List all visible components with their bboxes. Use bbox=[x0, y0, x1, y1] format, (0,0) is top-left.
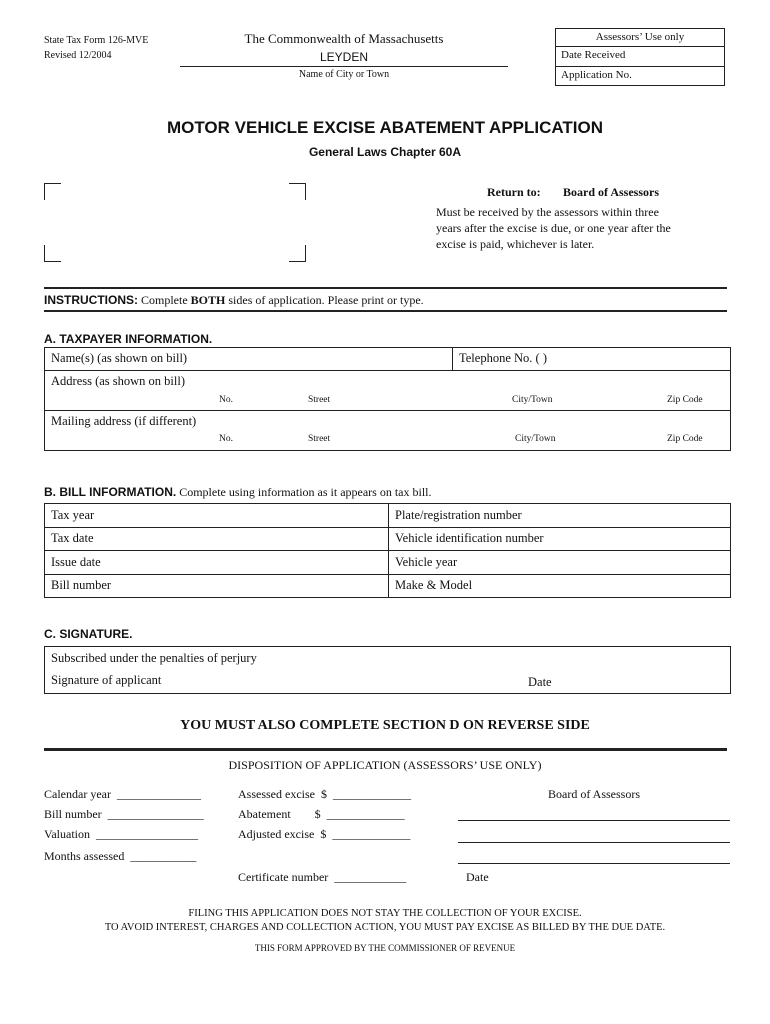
mailing-address-field[interactable]: Mailing address (if different) bbox=[51, 414, 197, 428]
return-to-recipient: Board of Assessors bbox=[563, 185, 660, 199]
mailing-sub-no: No. bbox=[219, 434, 233, 444]
city-name[interactable]: LEYDEN bbox=[319, 50, 369, 64]
address-window-corner-bl bbox=[44, 245, 61, 262]
date-received-label: Date Received bbox=[561, 49, 626, 61]
assessed-excise-field[interactable]: Assessed excise $ _____________ bbox=[238, 787, 411, 801]
make-model-field[interactable]: Make & Model bbox=[395, 578, 473, 592]
bill-number-field[interactable]: Bill number bbox=[51, 578, 112, 592]
board-signature-line-3[interactable] bbox=[458, 863, 730, 864]
board-of-assessors-label: Board of Assessors bbox=[548, 787, 640, 801]
address-sub-street: Street bbox=[308, 395, 331, 405]
form-title: MOTOR VEHICLE EXCISE ABATEMENT APPLICATION bbox=[166, 118, 604, 137]
address-field[interactable]: Address (as shown on bill) bbox=[51, 374, 186, 388]
mailing-sub-street: Street bbox=[308, 434, 331, 444]
valuation-field[interactable]: Valuation _________________ bbox=[44, 827, 198, 841]
address-sub-zip: Zip Code bbox=[667, 395, 703, 405]
return-to-line1: Must be received by the assessors within three bbox=[436, 205, 659, 219]
tax-year-field[interactable]: Tax year bbox=[51, 508, 95, 522]
address-window-corner-tr bbox=[289, 183, 306, 200]
assessors-use-box bbox=[555, 28, 725, 86]
board-signature-line-1[interactable] bbox=[458, 820, 730, 821]
signature-date-field[interactable]: Date bbox=[528, 675, 552, 689]
vehicle-year-field[interactable]: Vehicle year bbox=[395, 555, 458, 569]
mailing-sub-zip: Zip Code bbox=[667, 434, 703, 444]
application-no-label: Application No. bbox=[561, 69, 632, 81]
section-b-heading bbox=[44, 485, 432, 500]
telephone-field[interactable]: Telephone No. ( ) bbox=[459, 351, 547, 365]
abatement-field[interactable]: Abatement $ _____________ bbox=[238, 807, 405, 821]
return-to-line3: excise is paid, whichever is later. bbox=[436, 237, 595, 251]
address-sub-no: No. bbox=[219, 395, 233, 405]
assessors-box-title: Assessors’ Use only bbox=[595, 31, 685, 43]
plate-number-field[interactable]: Plate/registration number bbox=[395, 508, 522, 522]
form-subtitle: General Laws Chapter 60A bbox=[308, 145, 462, 159]
instructions-label: INSTRUCTIONS: bbox=[44, 293, 138, 307]
city-caption: Name of City or Town bbox=[298, 69, 390, 80]
revised-date: Revised 12/2004 bbox=[44, 50, 112, 61]
instructions: INSTRUCTIONS: Complete BOTH sides of application. Please print or type. bbox=[44, 293, 424, 307]
certificate-number-field[interactable]: Certificate number ____________ bbox=[238, 870, 407, 884]
issue-date-field[interactable]: Issue date bbox=[51, 555, 101, 569]
section-a-title: A. TAXPAYER INFORMATION. bbox=[44, 332, 213, 346]
footer-line1: FILING THIS APPLICATION DOES NOT STAY THE COLLECTION OF YOUR EXCISE. bbox=[188, 908, 582, 919]
return-to-label: Return to: bbox=[487, 185, 541, 199]
vin-field[interactable]: Vehicle identification number bbox=[395, 531, 544, 545]
address-sub-city: City/Town bbox=[512, 395, 553, 405]
disposition-bill-number-field[interactable]: Bill number ________________ bbox=[44, 807, 204, 821]
section-b-title: B. BILL INFORMATION. bbox=[44, 485, 177, 499]
form-number: State Tax Form 126-MVE bbox=[44, 35, 149, 46]
commonwealth-title: The Commonwealth of Massachusetts bbox=[244, 31, 444, 46]
board-signature-line-2[interactable] bbox=[458, 842, 730, 843]
disposition-date-label: Date bbox=[466, 870, 489, 884]
section-b-note: Complete using information as it appears on tax bill. bbox=[176, 485, 432, 499]
months-assessed-field[interactable]: Months assessed ___________ bbox=[44, 849, 197, 863]
signature-field[interactable]: Signature of applicant bbox=[51, 673, 162, 687]
address-window-corner-tl bbox=[44, 183, 61, 200]
disposition-title: DISPOSITION OF APPLICATION (ASSESSORS’ USE ONLY) bbox=[228, 758, 542, 772]
address-window-corner-br bbox=[289, 245, 306, 262]
footer-line2: TO AVOID INTEREST, CHARGES AND COLLECTION ACTION, YOU MUST PAY EXCISE AS BILLED BY THE DUE DATE. bbox=[104, 922, 666, 933]
calendar-year-field[interactable]: Calendar year ______________ bbox=[44, 787, 201, 801]
perjury-statement: Subscribed under the penalties of perjury bbox=[51, 651, 257, 665]
section-c-title: C. SIGNATURE. bbox=[44, 627, 133, 641]
footer-approved: THIS FORM APPROVED BY THE COMMISSIONER OF REVENUE bbox=[254, 943, 516, 953]
adjusted-excise-field[interactable]: Adjusted excise $ _____________ bbox=[238, 827, 411, 841]
mailing-sub-city: City/Town bbox=[515, 434, 556, 444]
tax-date-field[interactable]: Tax date bbox=[51, 531, 94, 545]
return-to-line2: years after the excise is due, or one year after the bbox=[436, 221, 671, 235]
name-field[interactable]: Name(s) (as shown on bill) bbox=[51, 351, 188, 365]
section-d-notice: YOU MUST ALSO COMPLETE SECTION D ON REVERSE SIDE bbox=[180, 718, 590, 733]
